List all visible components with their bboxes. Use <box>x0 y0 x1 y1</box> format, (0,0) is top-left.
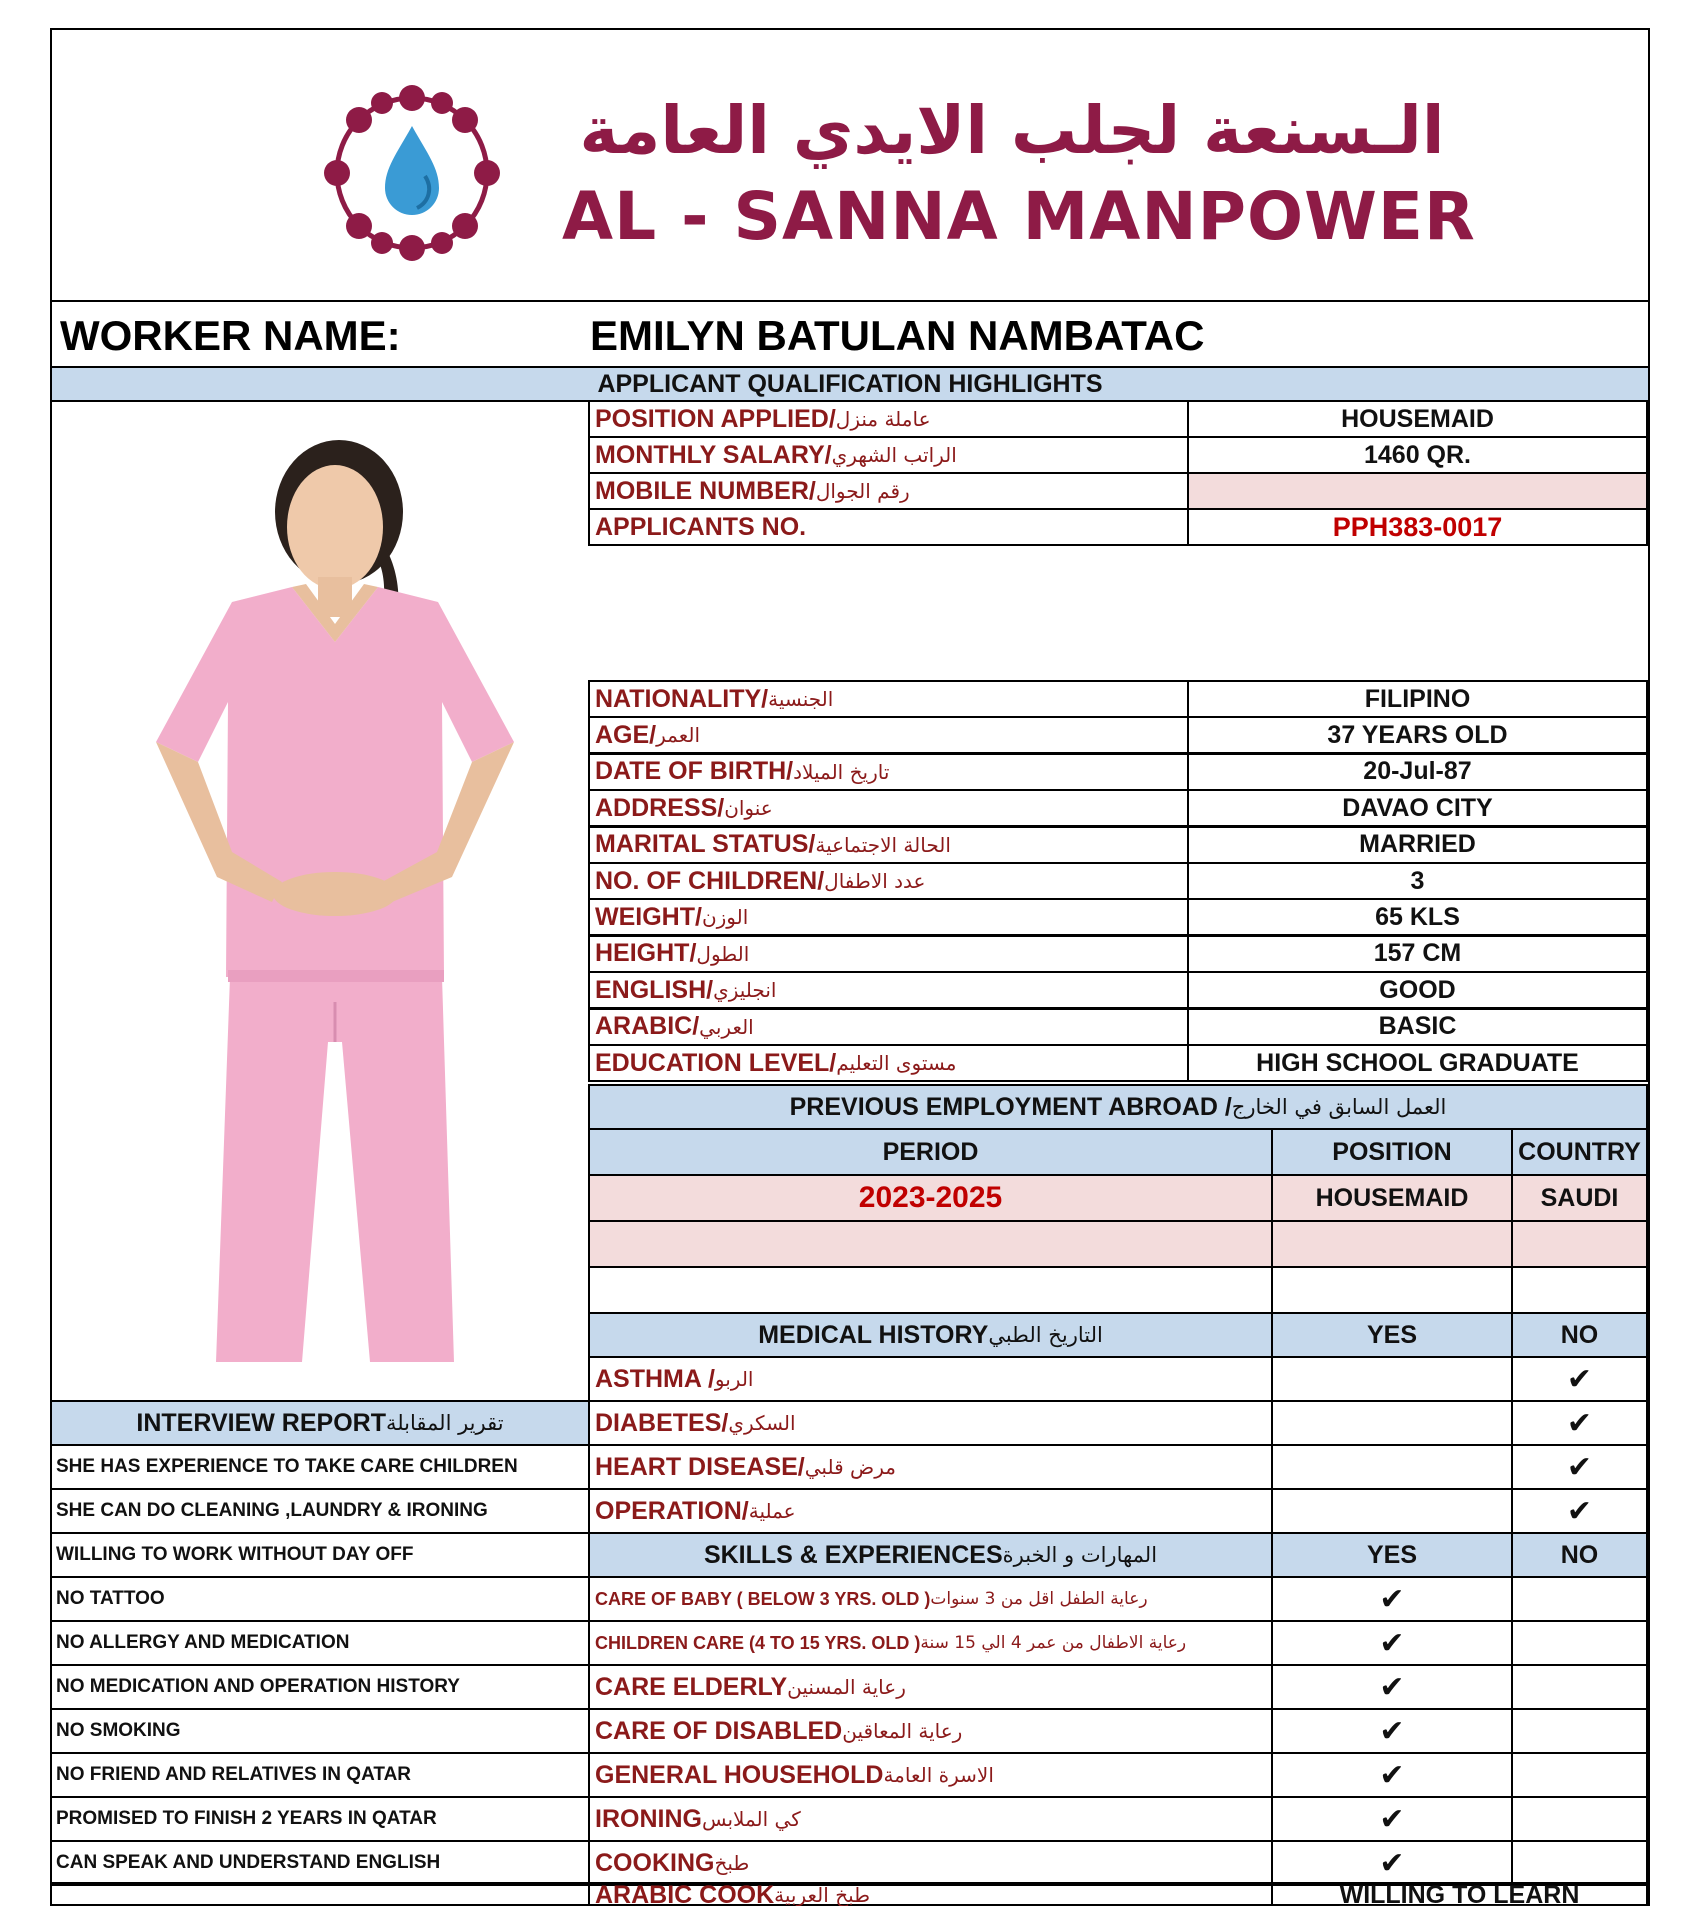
personal-field-label: NO. OF CHILDREN/ عدد الاطفال <box>588 862 1189 900</box>
personal-field-value: 20-Jul-87 <box>1187 753 1648 791</box>
mobile-number-label: MOBILE NUMBER/ رقم الجوال <box>588 472 1189 510</box>
personal-field-value: BASIC <box>1187 1008 1648 1046</box>
skill-no-check <box>1511 1708 1648 1754</box>
medical-no-check: ✔ <box>1511 1356 1648 1402</box>
personal-field-label: WEIGHT/ الوزن <box>588 898 1189 936</box>
skill-yes-check: ✔ <box>1271 1576 1513 1622</box>
employment-position <box>1271 1220 1513 1268</box>
medical-no-check: ✔ <box>1511 1444 1648 1490</box>
employment-country: SAUDI <box>1511 1174 1648 1222</box>
skill-item-label: CHILDREN CARE (4 TO 15 YRS. OLD ) رعاية الاطفال من عمر 4 الي 15 سنة <box>588 1620 1273 1666</box>
employment-position: HOUSEMAID <box>1271 1174 1513 1222</box>
personal-field-label: NATIONALITY/ الجنسية <box>588 680 1189 718</box>
worker-name-value: EMILYN BATULAN NAMBATAC <box>590 312 1205 359</box>
qualification-highlights-title: APPLICANT QUALIFICATION HIGHLIGHTS <box>52 366 1648 402</box>
employment-period <box>588 1266 1273 1314</box>
personal-field-value: 37 YEARS OLD <box>1187 716 1648 754</box>
skill-item-label: COOKING طبخ <box>588 1840 1273 1886</box>
skill-yes-check: ✔ <box>1271 1664 1513 1710</box>
interview-item: WILLING TO WORK WITHOUT DAY OFF <box>50 1532 590 1578</box>
interview-empty-cell <box>50 1882 590 1906</box>
applicant-photo <box>52 402 590 1388</box>
personal-field-label: EDUCATION LEVEL/ مستوى التعليم <box>588 1044 1189 1082</box>
personal-field-value: DAVAO CITY <box>1187 789 1648 827</box>
skill-no-check <box>1511 1620 1648 1666</box>
interview-item: NO SMOKING <box>50 1708 590 1754</box>
interview-item: NO TATTOO <box>50 1576 590 1622</box>
medical-yes-check <box>1271 1356 1513 1402</box>
interview-item: NO FRIEND AND RELATIVES IN QATAR <box>50 1752 590 1798</box>
medical-no-check: ✔ <box>1511 1488 1648 1534</box>
skill-yes-check: ✔ <box>1271 1620 1513 1666</box>
skill-yes-check: ✔ <box>1271 1752 1513 1798</box>
skill-item-label: CARE ELDERLY رعاية المسنين <box>588 1664 1273 1710</box>
skill-no-check <box>1511 1752 1648 1798</box>
skill-yes-check: ✔ <box>1271 1708 1513 1754</box>
skills-yes-header: YES <box>1271 1532 1513 1578</box>
interview-item: PROMISED TO FINISH 2 YEARS IN QATAR <box>50 1796 590 1842</box>
mobile-number-value <box>1187 472 1648 510</box>
skill-yes-check: ✔ <box>1271 1840 1513 1886</box>
employment-position <box>1271 1266 1513 1314</box>
personal-field-label: MARITAL STATUS/ الحالة الاجتماعية <box>588 826 1189 864</box>
employment-header-period: PERIOD <box>588 1128 1273 1176</box>
interview-item: SHE CAN DO CLEANING ,LAUNDRY & IRONING <box>50 1488 590 1534</box>
interview-item: NO MEDICATION AND OPERATION HISTORY <box>50 1664 590 1710</box>
personal-field-value: MARRIED <box>1187 826 1648 864</box>
personal-field-label: HEIGHT/ الطول <box>588 935 1189 973</box>
medical-yes-header: YES <box>1271 1312 1513 1358</box>
personal-field-value: 65 KLS <box>1187 898 1648 936</box>
medical-yes-check <box>1271 1400 1513 1446</box>
medical-no-header: NO <box>1511 1312 1648 1358</box>
monthly-salary-value: 1460 QR. <box>1187 436 1648 474</box>
applicants-no-label: APPLICANTS NO. <box>588 508 1189 546</box>
medical-no-check: ✔ <box>1511 1400 1648 1446</box>
interview-report-title: INTERVIEW REPORT تقرير المقابلة <box>50 1400 590 1446</box>
personal-field-value: GOOD <box>1187 971 1648 1009</box>
worker-name-row <box>52 302 1648 366</box>
position-applied-value: HOUSEMAID <box>1187 400 1648 438</box>
skill-item-label: CARE OF BABY ( BELOW 3 YRS. OLD ) رعاية الطفل اقل من 3 سنوات <box>588 1576 1273 1622</box>
skills-experiences-title: SKILLS & EXPERIENCES المهارات و الخبرة <box>588 1532 1273 1578</box>
company-logo-icon <box>297 68 527 278</box>
employment-header-country: COUNTRY <box>1511 1128 1648 1176</box>
personal-field-value: 157 CM <box>1187 935 1648 973</box>
employment-period: 2023-2025 <box>588 1174 1273 1222</box>
personal-field-label: ARABIC/ العربي <box>588 1008 1189 1046</box>
previous-employment-title: PREVIOUS EMPLOYMENT ABROAD / العمل السابق في الخارج <box>588 1084 1648 1130</box>
skill-no-check <box>1511 1796 1648 1842</box>
worker-name-label: WORKER NAME: <box>60 312 401 359</box>
employment-header-position: POSITION <box>1271 1128 1513 1176</box>
monthly-salary-label: MONTHLY SALARY/ الراتب الشهري <box>588 436 1189 474</box>
medical-yes-check <box>1271 1488 1513 1534</box>
medical-yes-check <box>1271 1444 1513 1490</box>
employment-period <box>588 1220 1273 1268</box>
skill-item-label: CARE OF DISABLED رعاية المعاقين <box>588 1708 1273 1754</box>
company-name-english: AL - SANNA MANPOWER <box>562 178 1476 255</box>
personal-field-label: ENGLISH/ انجليزي <box>588 971 1189 1009</box>
medical-history-title: MEDICAL HISTORY التاريخ الطبي <box>588 1312 1273 1358</box>
skill-no-check <box>1511 1664 1648 1710</box>
employment-country <box>1511 1220 1648 1268</box>
applicants-no-value: PPH383-0017 <box>1187 508 1648 546</box>
skill-item-label: IRONING كي الملابس <box>588 1796 1273 1842</box>
medical-item-label: DIABETES/ السكري <box>588 1400 1273 1446</box>
skill-no-check <box>1511 1576 1648 1622</box>
arabic-cook-label: ARABIC COOK طبخ العربية <box>588 1882 1273 1906</box>
skill-item-label: GENERAL HOUSEHOLD الاسرة العامة <box>588 1752 1273 1798</box>
personal-field-value: FILIPINO <box>1187 680 1648 718</box>
employment-country <box>1511 1266 1648 1314</box>
personal-field-label: DATE OF BIRTH/ تاريخ الميلاد <box>588 753 1189 791</box>
medical-item-label: ASTHMA / الربو <box>588 1356 1273 1402</box>
personal-field-value: HIGH SCHOOL GRADUATE <box>1187 1044 1648 1082</box>
interview-item: CAN SPEAK AND UNDERSTAND ENGLISH <box>50 1840 590 1886</box>
interview-item: SHE HAS EXPERIENCE TO TAKE CARE CHILDREN <box>50 1444 590 1490</box>
logo-header <box>52 30 1648 302</box>
personal-field-label: ADDRESS/ عنوان <box>588 789 1189 827</box>
skill-no-check <box>1511 1840 1648 1886</box>
skill-yes-check: ✔ <box>1271 1796 1513 1842</box>
skills-no-header: NO <box>1511 1532 1648 1578</box>
applicant-sheet <box>50 28 1650 1906</box>
position-applied-label: POSITION APPLIED/ عاملة منزل <box>588 400 1189 438</box>
medical-item-label: OPERATION/ عملية <box>588 1488 1273 1534</box>
personal-field-label: AGE/ العمر <box>588 716 1189 754</box>
medical-item-label: HEART DISEASE/ مرض قلبي <box>588 1444 1273 1490</box>
interview-item: NO ALLERGY AND MEDICATION <box>50 1620 590 1666</box>
arabic-cook-value: WILLING TO LEARN <box>1271 1882 1648 1906</box>
company-name-arabic: الـسنعة لجلب الايدي العامة <box>579 92 1445 169</box>
personal-field-value: 3 <box>1187 862 1648 900</box>
